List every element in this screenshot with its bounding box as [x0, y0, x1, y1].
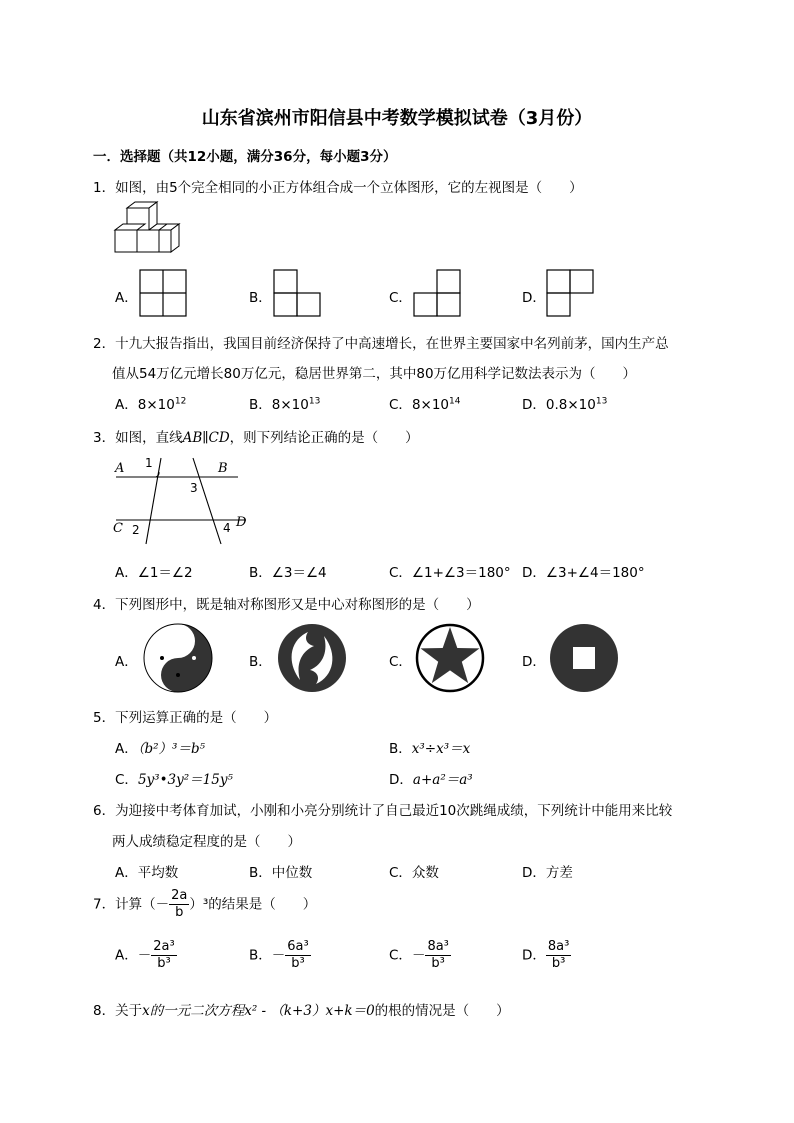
q1-option-d-label: D． — [522, 290, 546, 306]
q7-option-b: B．－ $\frac{\text{6a³}}{\text{b³}}$ — [249, 939, 309, 971]
q7-fraction: $\frac{2a}{b}$ — [171, 888, 188, 920]
q3-option-c: C．∠1+∠3＝180° — [389, 565, 511, 581]
q4-option-b-label: B． — [249, 654, 272, 670]
question-2-line2: 值从54万亿元增长80万亿元，稳居世界第二，其中80万亿用科学记数法表示为（ ） — [112, 366, 637, 382]
q3-label-d: D — [236, 515, 247, 530]
q1-option-d-figure — [546, 269, 594, 317]
q1-option-c-label: C． — [389, 290, 412, 306]
q1-option-b-label: B． — [249, 290, 272, 306]
q3-label-b: B — [218, 461, 228, 476]
question-2-line1: 2．十九大报告指出，我国目前经济保持了中高速增长，在世界主要国家中名列前茅，国内生产总 — [93, 336, 669, 352]
question-5-stem: 5．下列运算正确的是（ ） — [93, 710, 278, 726]
q1-option-c-figure — [413, 269, 461, 317]
q7-option-c: C．－ $\frac{\text{8a³}}{\text{b³}}$ — [389, 939, 449, 971]
question-1-stem: 1．如图，由5个完全相同的小正方体组合成一个立体图形，它的左视图是（ ） — [93, 180, 583, 196]
q4-swirl-icon — [276, 622, 348, 694]
q5-option-d: D．a+a²＝a³ — [389, 772, 473, 788]
q1-option-a-figure — [139, 269, 187, 317]
q3-label-2: 2 — [132, 523, 140, 537]
q3-label-1: 1 — [145, 456, 153, 470]
q3-parallel-lines-figure — [110, 452, 250, 548]
question-6-line1: 6．为迎接中考体育加试，小刚和小亮分别统计了自己最近10次跳绳成绩，下列统计中能用来比较 — [93, 803, 673, 819]
question-7-stem: 7．计算（－ $\frac{2a}{b}$ ）³的结果是（ ） — [93, 888, 317, 920]
q4-option-c-label: C． — [389, 654, 412, 670]
q6-option-a: A．平均数 — [115, 865, 179, 881]
q1-option-b-figure — [273, 269, 321, 317]
question-4-stem: 4．下列图形中，既是轴对称图形又是中心对称图形的是（ ） — [93, 597, 480, 613]
section-heading: 一．选择题（共12小题，满分36分，每小题3分） — [93, 149, 397, 165]
q5-option-c: C．5y³•3y²＝15y⁵ — [115, 772, 233, 788]
q4-option-a-label: A． — [115, 654, 138, 670]
q1-cube-figure — [112, 200, 184, 262]
q4-option-d-label: D． — [522, 654, 546, 670]
q5-option-b: B．x³÷x³＝x — [389, 741, 471, 757]
q1-option-a-label: A． — [115, 290, 138, 306]
q3-option-b: B．∠3＝∠4 — [249, 565, 327, 581]
q6-option-c: C．众数 — [389, 865, 439, 881]
q4-coin-square-icon — [548, 622, 620, 694]
q4-star-in-circle-icon — [414, 622, 486, 694]
q7-option-a: A．－ $\frac{\text{2a³}}{\text{b³}}$ — [115, 939, 175, 971]
q3-option-a: A．∠1＝∠2 — [115, 565, 193, 581]
question-8-stem: 8．关于x的一元二次方程x² - （k+3）x+k＝0的根的情况是（ ） — [93, 1003, 510, 1019]
q6-option-d: D．方差 — [522, 865, 573, 881]
question-6-line2: 两人成绩稳定程度的是（ ） — [112, 834, 301, 850]
q3-label-a: A — [115, 461, 125, 476]
q4-yin-yang-icon — [142, 622, 214, 694]
q2-option-a: A．$8\times 10^{12}$ — [115, 396, 187, 413]
question-3-stem: 3．如图，直线AB∥CD，则下列结论正确的是（ ） — [93, 430, 419, 446]
q7-option-d: D． $\frac{\text{8a³}}{\text{b³}}$ — [522, 939, 570, 971]
q6-option-b: B．中位数 — [249, 865, 313, 881]
q2-option-b: B．$8\times 10^{13}$ — [249, 396, 321, 413]
page-title: 山东省滨州市阳信县中考数学模拟试卷（3月份） — [201, 108, 593, 129]
q3-label-c: C — [113, 521, 123, 536]
q2-option-d: D．$0.8\times 10^{13}$ — [522, 396, 608, 413]
q3-label-4: 4 — [223, 521, 231, 535]
q2-option-c: C．$8\times 10^{14}$ — [389, 396, 461, 413]
q5-option-a: A．（b²）³＝b⁵ — [115, 741, 206, 757]
q3-option-d: D．∠3+∠4＝180° — [522, 565, 645, 581]
q3-label-3: 3 — [190, 481, 198, 495]
